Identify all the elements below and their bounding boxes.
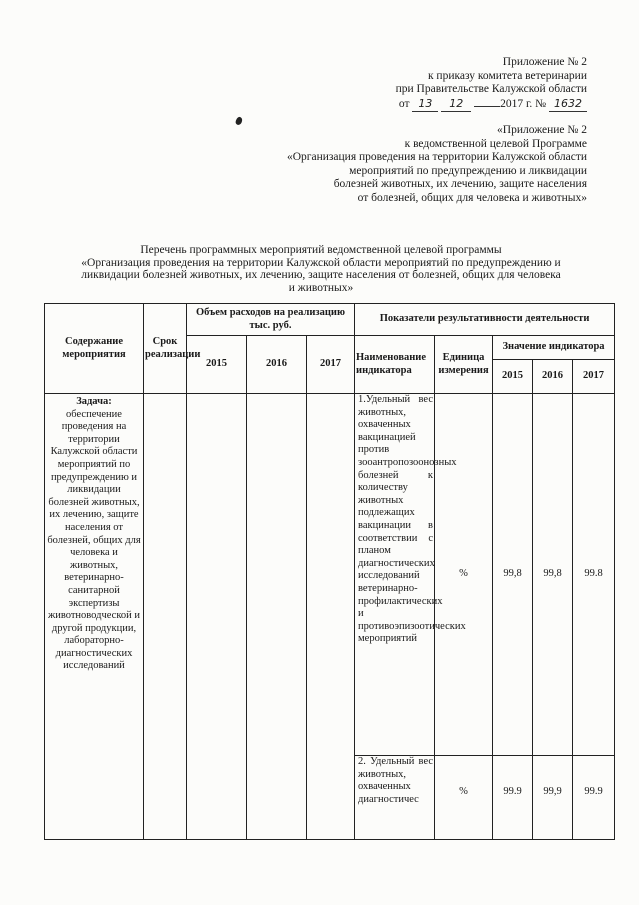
program-appendix-block (287, 124, 587, 206)
expense-2017-cell (307, 394, 355, 840)
date-day: 13 (418, 96, 433, 110)
program-appendix-line: болезней животных, их лечению, защите населения (333, 178, 587, 191)
indicator-unit: % (435, 394, 493, 756)
heading-line: «Организация проведения на территории Калужской области мероприятий по предупреждению и (81, 256, 561, 269)
order-appendix-line: к приказу комитета ветеринарии (427, 69, 587, 82)
indicator-name: Удельный вес животных, охваченных вакцинацией против зооантропозоонозных болезней к количеству животных подлежащих вакцинации в соответствии с планом диагностических исследований ветеринарно-профилактических и противоэпизоотических мероприятий (358, 394, 466, 645)
term-cell (144, 394, 187, 840)
order-appendix-line: при Правительстве Калужской области (395, 83, 587, 96)
program-appendix-title: «Приложение № 2 (497, 124, 587, 136)
date-year: 2017 (500, 97, 524, 110)
indicator-value-2015: 99,8 (493, 394, 533, 756)
order-number: 1632 (554, 96, 582, 110)
indicator-value-2016: 99,8 (533, 394, 573, 756)
order-date-line (396, 97, 587, 113)
header-content: Содержание мероприятия (45, 304, 144, 394)
indicator-unit: % (435, 756, 493, 840)
indicator-number: 2. (358, 756, 366, 767)
expense-2015-cell (187, 394, 247, 840)
indicator-value-2015: 99.9 (493, 756, 533, 840)
header-year-2017: 2017 (307, 336, 355, 394)
program-appendix-line: «Организация проведения на территории Калужской области (286, 151, 587, 164)
date-prefix: от (398, 97, 410, 110)
task-title: Задача: (76, 396, 112, 407)
header-value-2016: 2016 (533, 360, 573, 394)
date-month: 12 (449, 96, 464, 110)
order-appendix-block (396, 56, 587, 112)
indicator-value-2017: 99.8 (573, 394, 615, 756)
header-term: Срок реализации (144, 304, 187, 394)
order-appendix-title: Приложение № 2 (502, 56, 587, 68)
heading-line: и животных» (288, 281, 354, 294)
indicator-number: 1. (358, 394, 366, 405)
document-heading (36, 244, 606, 294)
task-text: обеспечение проведения на территории Калужской области мероприятий по предупреждению и ликвидации болезней животных, их лечению, защите населения от болезней, общих для человека и животных, ветеринарно-санитарной экспертизы животноводческой и другой продукции, лабораторно-диагностических исследований (47, 408, 141, 672)
indicator-name-cell (355, 756, 435, 840)
program-measures-table (44, 303, 615, 840)
header-indicator-name: Наименование индикатора (355, 336, 435, 394)
header-value-2015: 2015 (493, 360, 533, 394)
task-cell (45, 394, 144, 840)
program-appendix-line: от болезней, общих для человека и животных» (357, 191, 587, 204)
header-results: Показатели результативности деятельности (355, 304, 615, 336)
indicator-value-2016: 99,9 (533, 756, 573, 840)
header-expenses: Объем расходов на реализацию тыс. руб. (187, 304, 355, 336)
indicator-name-cell (355, 394, 466, 756)
indicator-name: Удельный вес животных, охваченных диагностичес (358, 756, 434, 805)
header-year-2015: 2015 (187, 336, 247, 394)
ink-blot-mark (234, 116, 243, 126)
expense-2016-cell (247, 394, 307, 840)
header-unit: Единица измерения (435, 336, 493, 394)
header-year-2016: 2016 (247, 336, 307, 394)
program-appendix-line: к ведомственной целевой Программе (404, 137, 587, 150)
date-suffix: г. № (525, 97, 547, 110)
header-indicator-value: Значение индикатора (493, 336, 615, 360)
program-appendix-line: мероприятий по предупреждению и ликвидации (349, 164, 587, 177)
header-value-2017: 2017 (573, 360, 615, 394)
heading-line: ликвидации болезней животных, их лечению, защите населения от болезней, общих для человека (81, 269, 561, 282)
heading-line: Перечень программных мероприятий ведомственной целевой программы (140, 244, 502, 256)
indicator-value-2017: 99.9 (573, 756, 615, 840)
